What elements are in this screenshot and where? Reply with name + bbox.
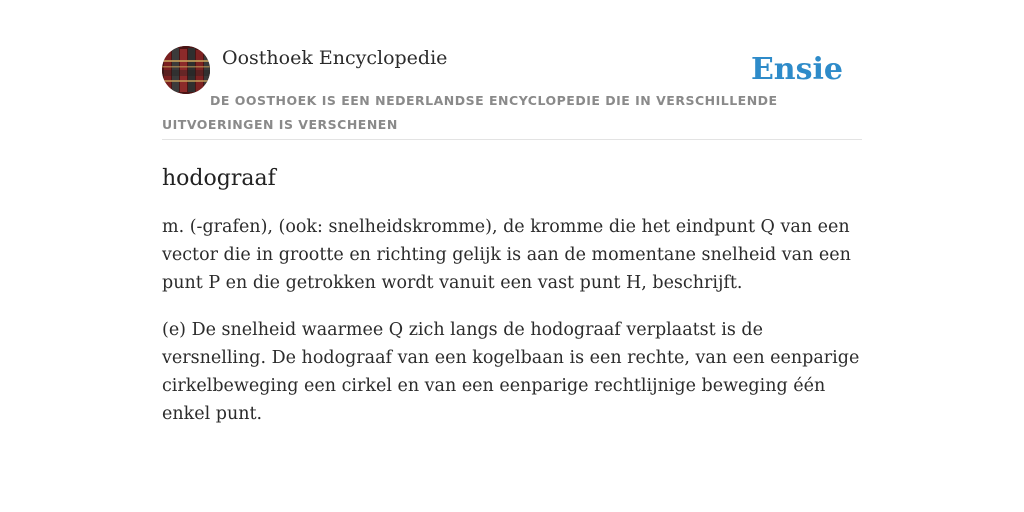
site-header [162,46,862,140]
entry-paragraph-1: m. (-grafen), (ook: snelheidskromme), de kromme die het eindpunt Q van een vector die in grootte en richting gelijk is aan de momentane snelheid van een punt P en die getrokken wordt vanuit een vast punt H, beschrijft. [162,217,851,293]
ensie-logo-link[interactable]: Ensie [750,52,843,87]
page-container [162,46,862,428]
entry-title: hodograaf [162,166,276,191]
entry-paragraph-2: (e) De snelheid waarmee Q zich langs de hodograaf verplaatst is de versnelling. De hodograaf van een kogelbaan is een rechte, van een eenparige cirkelbeweging een cirkel en van een eenparige rechtlijnige beweging één enkel punt. [162,320,860,424]
books-image [162,46,210,94]
encyclopedia-books-avatar[interactable] [162,46,210,94]
site-tagline: DE OOSTHOEK IS EEN NEDERLANDSE ENCYCLOPEDIE DIE IN VERSCHILLENDE UITVOERINGEN IS VERSCHENEN [162,93,778,132]
site-name-link[interactable]: Oosthoek Encyclopedie [222,47,448,69]
